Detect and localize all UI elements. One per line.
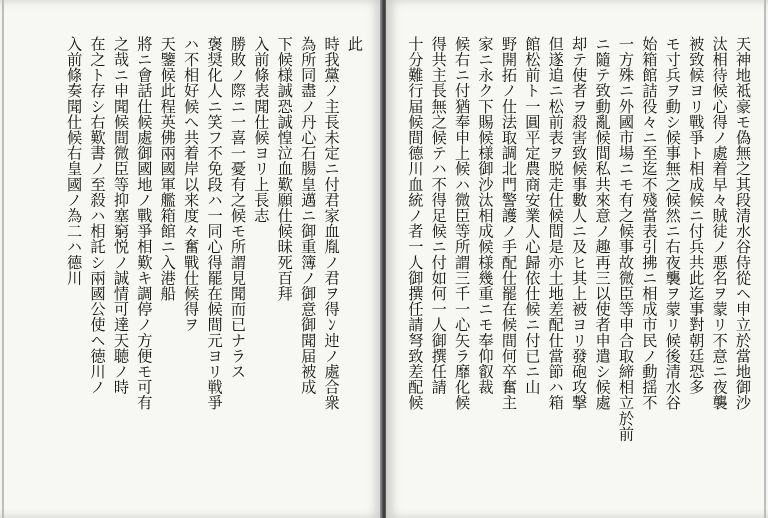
- left-page-text: 此 時我黨ノ主長未定ニ付君家血胤ノ君ヲ得ﾝ迚ノ處合衆 為所同盡ノ丹心石腸皇邁ニ御重簿ノ御意御聞届被成 下候様誠恐誠惶泣血歎願仕候昧死百拜 入前條表聞仕候ヨリ上長志 勝敗ノ際ニ一喜一憂有之候モ所謂見聞而已ナラス 褒奨化人ニ笑フ不免段ハ一同心得罷在候間元ヨリ戦爭 ハ不相好候へ共着岸以来度々奮戰仕候得ヲ 天鑒候此程英佛兩國軍艦箱館ニ入港船 將ニ會話仕候處御國地ノ戰爭相歎キ調停ノ方便モ可有 之哉ニ申聞候間微臣等抑塞窮悦ノ誠情可達天聴ノ時 在之ト存シ右歎書ノ至殺ハ相託シ兩國公使ヘ徳川ノ 入前條奏聞仕候右皇國ノ為二ハ德川: [65, 36, 364, 411]
- left-page: [0, 0, 382, 518]
- right-page-edge: [764, 0, 766, 518]
- right-page-text: 天神地祗豪モ偽無之其段清水谷侍從ヘ申立於當地御沙 汰相待候心得ノ處着早々賊徒ノ悪名ヲ蒙リ不意ニ夜襲 被致候ヨリ戰爭ト相成候ニ付兵共此迄事對朝廷恐多 モ寸兵ヲ動シ候事無之候然ニ右夜襲ヲ蒙リ候後清水谷 始箱館詰役々ニ至迄不殘當表引拂ニ相成市民ノ動揺不 一方殊ニ外國市場ニモ有之候事故微臣等申合取締相立於前 ニ隨テ致動亂候間私共來意ノ趣再三以使者申遣シ候處 却テ使者ヲ殺害致候事數人ニ及ヒ其上被ヨリ發砲攻撃 但遂追ニ松前表ヲ脱走仕候間是亦土地差配仕當節ハ箱 館松前ト一圓平定農商安業人心歸依仕候ニ付已ニ山 野開拓ノ仕法取調北門警護ノ手配仕罷在候間何卒奮主 家ニ永ク下賜候様御沙汰相成候様幾重ニモ奉仰叡裁 候右ニ付猶奉申上候ハ微臣等所謂三千一心矢ラ靡化候 得共主長無之候テハ不得足候ニ付如何一人御撰任請 十分難行届候間德川血統ノ者一人御撰任請弩致差配候: [406, 36, 752, 442]
- left-page-edge: [2, 0, 4, 518]
